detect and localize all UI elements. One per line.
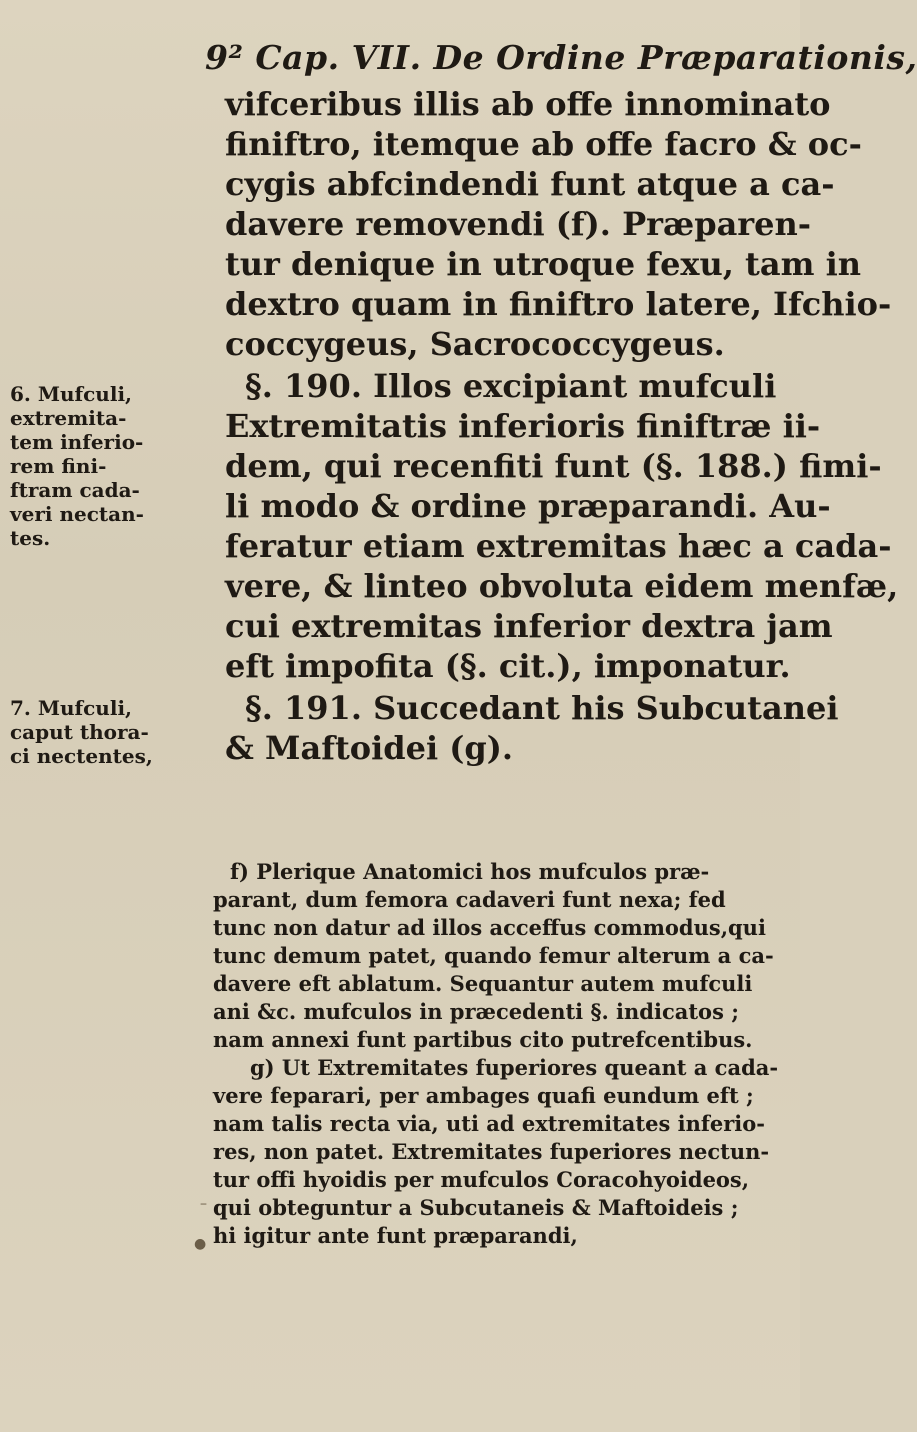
margin-note: caput thora- [10, 720, 149, 744]
footnote-line: parant, dum femora cadaveri funt nexa; fed [213, 887, 726, 912]
footnote-line: nam talis recta via, uti ad extremitates inferio- [213, 1111, 766, 1136]
margin-note: rem fini- [10, 454, 107, 478]
footnote-line: ani &c. mufculos in præcedenti §. indicatos ; [213, 999, 739, 1024]
footnote-line: hi igitur ante funt præparandi, [213, 1223, 578, 1248]
text-line: feratur etiam extremitas hæc a cada- [225, 527, 892, 565]
margin-note: extremita- [10, 406, 127, 430]
margin-note: veri nectan- [10, 502, 144, 526]
margin-note: 7. Mufculi, [10, 696, 133, 720]
text-line: cygis abfcindendi funt atque a ca- [225, 165, 835, 203]
text-line: & Maftoidei (g). [225, 729, 514, 767]
section-190-line: §. 190. Illos excipiant mufculi [245, 367, 777, 405]
text-line: tur denique in utroque fexu, tam in [225, 245, 861, 283]
text-line: finiftro, itemque ab offe facro & oc- [225, 125, 862, 163]
margin-note: tem inferio- [10, 430, 144, 454]
footnote-line: tunc non datur ad illos acceffus commodus,qui [213, 915, 766, 940]
ink-spot: ● [194, 1236, 207, 1252]
footnote-line: f) Plerique Anatomici hos mufculos præ- [230, 859, 710, 884]
text-line: dem, qui recenfiti funt (§. 188.) fimi- [225, 447, 882, 485]
footnote-line: g) Ut Extremitates fuperiores queant a cada- [250, 1055, 779, 1080]
margin-note: tes. [10, 526, 51, 550]
text-line: cui extremitas inferior dextra jam [225, 607, 833, 645]
footnote-line: tunc demum patet, quando femur alterum a ca- [213, 943, 774, 968]
footnote-line: qui obteguntur a Subcutaneis & Maftoideis ; [213, 1195, 739, 1220]
ink-mark: – [200, 1196, 207, 1212]
margin-note: 6. Mufculi, [10, 382, 133, 406]
section-191-line: §. 191. Succedant his Subcutanei [245, 689, 839, 727]
margin-note: ftram cada- [10, 478, 140, 502]
text-line: Extremitatis inferioris finiftræ ii- [225, 407, 821, 445]
margin-note: ci nectentes, [10, 744, 153, 768]
text-line: davere removendi (f). Præparen- [225, 205, 812, 243]
footnote-line: nam annexi funt partibus cito putrefcentibus. [213, 1027, 753, 1052]
footnote-line: vere feparari, per ambages quafi eundum eft ; [213, 1083, 754, 1108]
text-line: vifceribus illis ab offe innominato [225, 85, 831, 123]
footnote-line: tur offi hyoidis per mufculos Coracohyoideos, [213, 1167, 750, 1192]
footnote-line: davere eft ablatum. Sequantur autem mufculi [213, 971, 753, 996]
text-line: vere, & linteo obvoluta eidem menfæ, [225, 567, 899, 605]
running-head: 9² Cap. VII. De Ordine Præparationis, [205, 38, 917, 77]
text-line: li modo & ordine præparandi. Au- [225, 487, 831, 525]
text-line: eft impofita (§. cit.), imponatur. [225, 647, 791, 685]
text-line: coccygeus, Sacrococcygeus. [225, 325, 725, 363]
footnote-line: res, non patet. Extremitates fuperiores nectun- [213, 1139, 770, 1164]
text-line: dextro quam in finiftro latere, Ifchio- [225, 285, 892, 323]
